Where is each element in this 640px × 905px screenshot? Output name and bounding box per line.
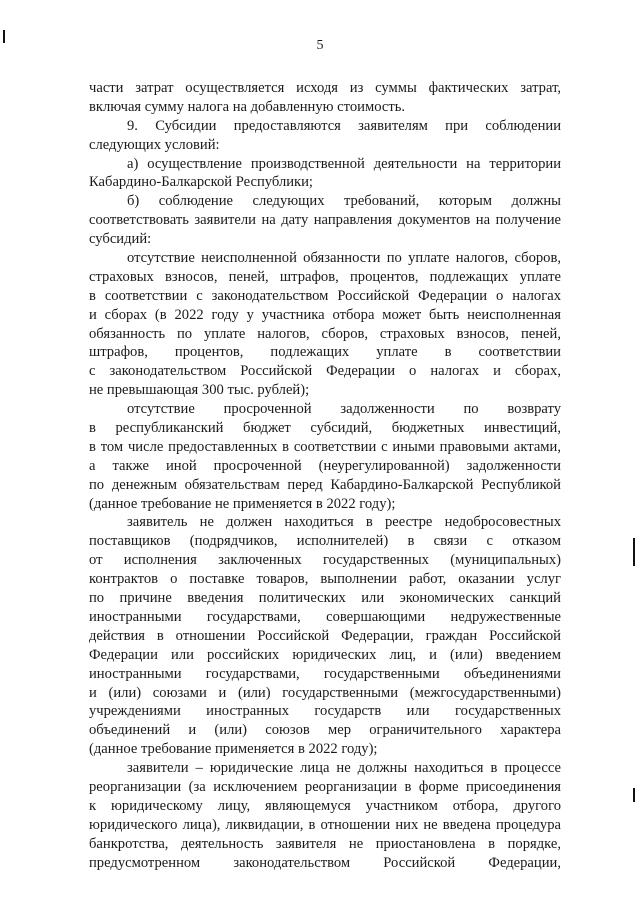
scan-mark-right-upper <box>633 538 635 566</box>
text-line: поставщиков (подрядчиков, исполнителей) в связи с отказом <box>89 533 561 550</box>
text-line: соответствовать заявители на дату направления документов на получение <box>89 212 561 229</box>
text-line: объединений и (или) союзов мер ограничительного характера <box>89 722 561 739</box>
text-line: к юридическому лицу, являющемуся участником отбора, другого <box>89 797 561 814</box>
text-line: (данное требование применяется в 2022 году); <box>89 741 378 758</box>
text-line: юридического лица), ликвидации, в отношении них не введена процедура <box>89 816 561 833</box>
document-body <box>89 79 561 872</box>
text-line: по причине введения политических или экономических санкций <box>89 590 561 607</box>
text-line: учреждениями иностранных государств или государственных <box>89 703 561 720</box>
text-line: реорганизации (за исключением реорганизации в форме присоединения <box>89 778 561 795</box>
text-line: по денежным обязательствам перед Кабардино-Балкарской Республикой <box>89 476 561 493</box>
text-line: банкротства, деятельность заявителя не приостановлена в порядке, <box>89 835 561 852</box>
text-line: страховых взносов, пеней, штрафов, процентов, подлежащих уплате <box>89 268 561 285</box>
text-line: б) соблюдение следующих требований, которым должны <box>127 193 561 210</box>
text-line: иностранными государствами, совершающими недружественные <box>89 608 561 625</box>
text-line: обязанность по уплате налогов, сборов, страховых взносов, пеней, <box>89 325 561 342</box>
text-line: заявитель не должен находиться в реестре недобросовестных <box>127 514 561 531</box>
page-number: 5 <box>316 38 324 53</box>
text-line: контрактов о поставке товаров, выполнении работ, оказании услуг <box>89 571 561 588</box>
text-line: отсутствие неисполненной обязанности по уплате налогов, сборов, <box>127 250 561 267</box>
text-line: части затрат осуществляется исходя из суммы фактических затрат, <box>89 80 561 96</box>
scan-mark-right-lower <box>633 788 635 802</box>
text-line: заявители – юридические лица не должны находиться в процессе <box>127 760 561 777</box>
text-line: и (или) союзами и (или) государственными (межгосударственными) <box>89 684 561 701</box>
text-line: в соответствии с законодательством Российской Федерации о налогах <box>89 287 561 304</box>
text-line: Кабардино-Балкарской Республики; <box>89 174 313 191</box>
text-line: 9. Субсидии предоставляются заявителям при соблюдении <box>127 117 561 134</box>
text-line: не превышающая 300 тыс. рублей); <box>89 382 310 399</box>
text-line: включая сумму налога на добавленную стоимость. <box>89 98 406 115</box>
text-line: штрафов, процентов, подлежащих уплате в соответствии <box>89 344 561 361</box>
text-line: предусмотренном законодательством Российской Федерации, <box>89 854 561 871</box>
text-line: Федерации или российских юридических лиц, и (или) введением <box>89 646 561 663</box>
text-line: с законодательством Российской Федерации о налогах и сборах, <box>89 363 561 380</box>
text-line: (данное требование не применяется в 2022 году); <box>89 495 396 512</box>
text-line: субсидий: <box>89 231 152 248</box>
text-line: отсутствие просроченной задолженности по возврату <box>127 401 561 418</box>
text-line: в республиканский бюджет субсидий, бюджетных инвестиций, <box>89 420 561 437</box>
text-line: иностранными государствами, государственными объединениями <box>89 665 561 682</box>
text-line: действия в отношении Российской Федерации, граждан Российской <box>89 627 561 644</box>
text-line: а также иной просроченной (неурегулированной) задолженности <box>89 457 561 474</box>
text-line: от исполнения заключенных государственных (муниципальных) <box>89 552 561 569</box>
text-line: и сборах (в 2022 году у участника отбора может быть неисполненная <box>89 306 561 323</box>
text-line: следующих условий: <box>89 136 220 153</box>
text-line: а) осуществление производственной деятельности на территории <box>127 155 561 172</box>
text-line: в том числе предоставленных в соответствии с иными правовыми актами, <box>89 438 561 455</box>
